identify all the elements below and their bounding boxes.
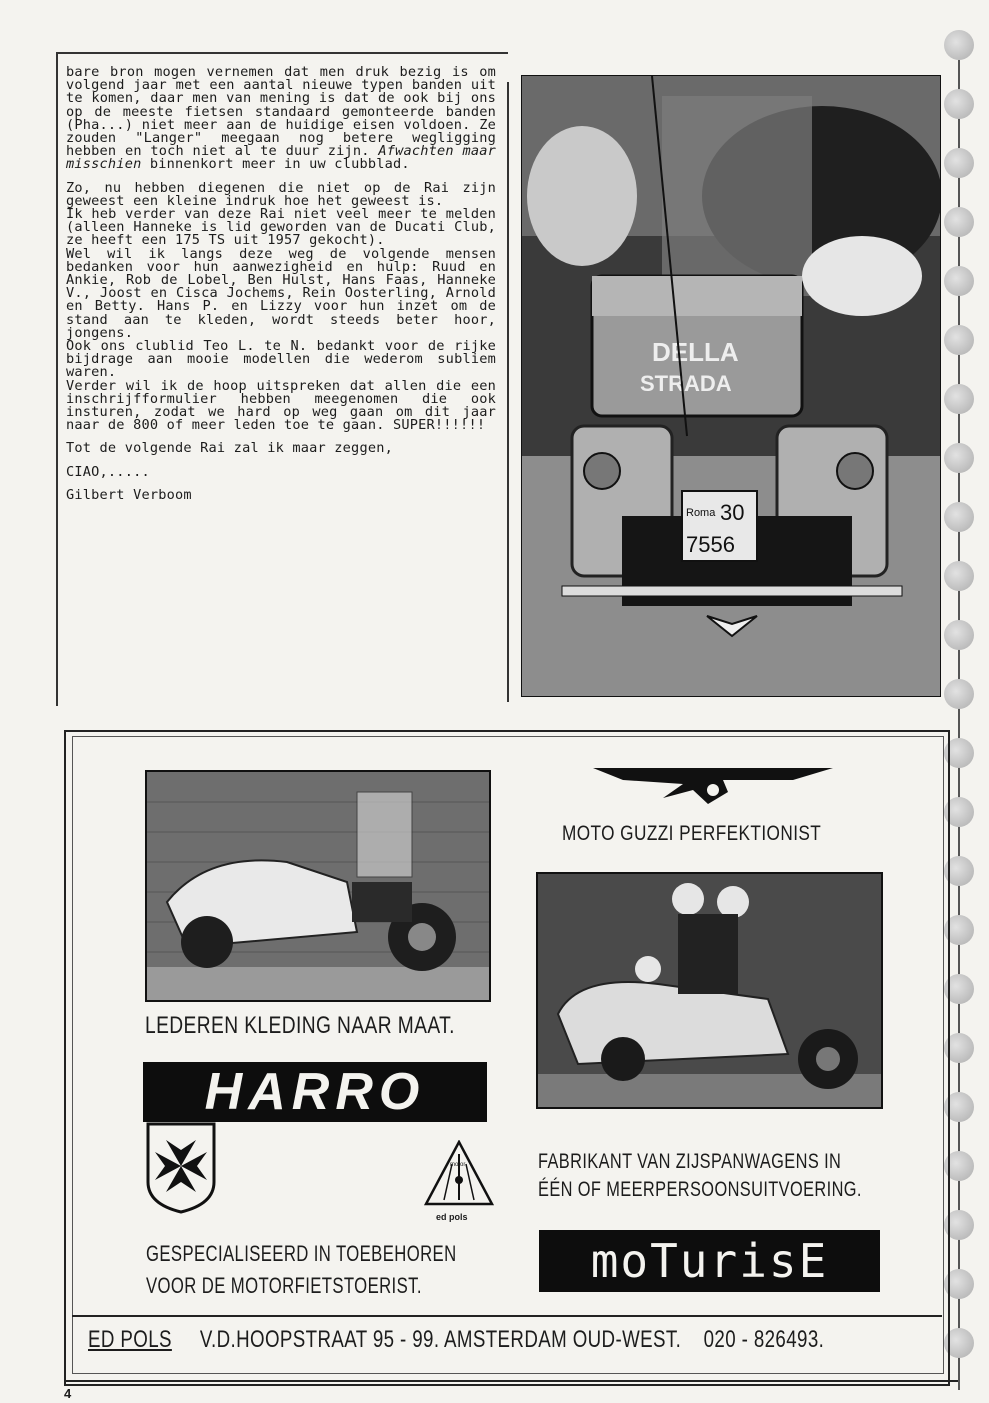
binder-hole xyxy=(944,443,974,473)
footer-address-line xyxy=(88,1326,824,1354)
paragraph-7: Tot de volgende Rai zal ik maar zeggen, xyxy=(66,440,393,457)
motorcycle-photo xyxy=(521,75,941,697)
binder-hole xyxy=(944,148,974,178)
paragraph-1: bare bron mogen vernemen dat men druk bezig is om volgend jaar met een aantal nieuwe typen banden uit te komen, daar men van mening is dat de ook bij ons op de meeste fietsen standaard gemonteerde banden (Pha...) niet meer aan de huidige eisen voldoen. Ze zouden "Langer" meegaan nog betere wegligging hebben en toch niet al te duur zijn. Afwachten maar misschien binnenkort meer in uw clubblad. xyxy=(66,64,496,173)
paragraph-5: Ook ons clublid Teo L. te N. bedankt voor de rijke bijdrage aan mooie modellen die wederom subliem waren. xyxy=(66,338,496,381)
binder-hole xyxy=(944,620,974,650)
case-text-1: DELLA xyxy=(652,337,739,367)
gespecialiseerd-line-2: VOOR DE MOTORFIETSTOERIST. xyxy=(146,1273,422,1298)
sidecar-photo-2 xyxy=(536,872,883,1109)
page-number: 4 xyxy=(64,1386,72,1401)
article-text xyxy=(66,66,496,512)
fabrikant-line-2: ÉÉN OF MEERPERSOONSUITVOERING. xyxy=(538,1178,862,1201)
lederen-text: LEDEREN KLEDING NAAR MAAT. xyxy=(145,1012,455,1039)
paragraph-6: Verder wil ik de hoop uitspreken dat allen die een inschrijfformulier hebben meegenomen die ook insturen, zodat we hard op weg gaan om dit jaar naar de 800 of meer leden toe te gaan. SUPER!!!!!! xyxy=(66,377,496,434)
fabrikant-text xyxy=(538,1148,862,1204)
maltese-cross-shield-icon xyxy=(146,1122,216,1218)
footer-top-rule xyxy=(72,1315,942,1317)
fabrikant-line-1: FABRIKANT VAN ZIJSPANWAGENS IN xyxy=(538,1150,842,1173)
footer-phone: 020 - 826493. xyxy=(703,1326,825,1353)
case-text-2: STRADA xyxy=(640,371,732,396)
binder-hole xyxy=(944,30,974,60)
edpols-motor-logo xyxy=(424,1140,494,1210)
binder-hole xyxy=(944,384,974,414)
gespecialiseerd-text xyxy=(146,1238,457,1302)
plate-num-2: 7556 xyxy=(686,532,735,557)
article-left-rule xyxy=(56,52,58,706)
gespecialiseerd-line-1: GESPECIALISEERD IN TOEBEHOREN xyxy=(146,1241,457,1266)
guzzi-eagle-logo xyxy=(593,760,833,814)
page-bottom-rule xyxy=(64,1380,958,1382)
guzzi-label: MOTO GUZZI PERFEKTIONIST xyxy=(562,822,822,845)
article-top-rule xyxy=(56,52,508,54)
binder-hole xyxy=(944,325,974,355)
binder-hole xyxy=(944,561,974,591)
binder-hole xyxy=(944,89,974,119)
binder-hole xyxy=(944,207,974,237)
binder-hole xyxy=(944,502,974,532)
motor-text: motor xyxy=(450,1162,466,1168)
signature: Gilbert Verboom xyxy=(66,486,192,503)
ciao-text: CIAO,..... xyxy=(66,463,150,480)
paragraph-4: Wel wil ik langs deze weg de volgende mensen bedanken voor hun aanwezigheid en hulp: Ruud en Ankie, Rob de Lobel, Ben Hulst, Hans Faas, Hanneke V., Joost en Cisca Jochems, Rein Oosterling, Arnold en Betty. Hans P. en Lizzy voor hun inzet om de stand aan te kleden, wordt steeds beter hoor, jongens. xyxy=(66,245,496,341)
paragraph-2: Zo, nu hebben diegenen die niet op de Rai zijn geweest een kleine indruk hoe het geweest is. xyxy=(66,179,496,209)
moturist-logo: moTurisE xyxy=(539,1230,880,1292)
plate-small: Roma xyxy=(686,507,716,519)
binder-hole xyxy=(944,266,974,296)
footer-name: ED POLS xyxy=(88,1326,172,1353)
harro-logo: HARRO xyxy=(143,1062,487,1122)
paragraph-3: Ik heb verder van deze Rai niet veel meer te melden (alleen Hanneke is lid geworden van de Ducati Club, ze heeft een 175 TS uit 1957 gekocht). xyxy=(66,206,496,249)
binder-hole xyxy=(944,679,974,709)
edpols-logo-text: ed pols xyxy=(436,1212,468,1222)
column-divider xyxy=(507,82,509,702)
footer-address: V.D.HOOPSTRAAT 95 - 99. AMSTERDAM OUD-WEST. xyxy=(199,1326,682,1353)
sidecar-photo-1 xyxy=(145,770,491,1002)
plate-num-1: 30 xyxy=(720,500,745,525)
